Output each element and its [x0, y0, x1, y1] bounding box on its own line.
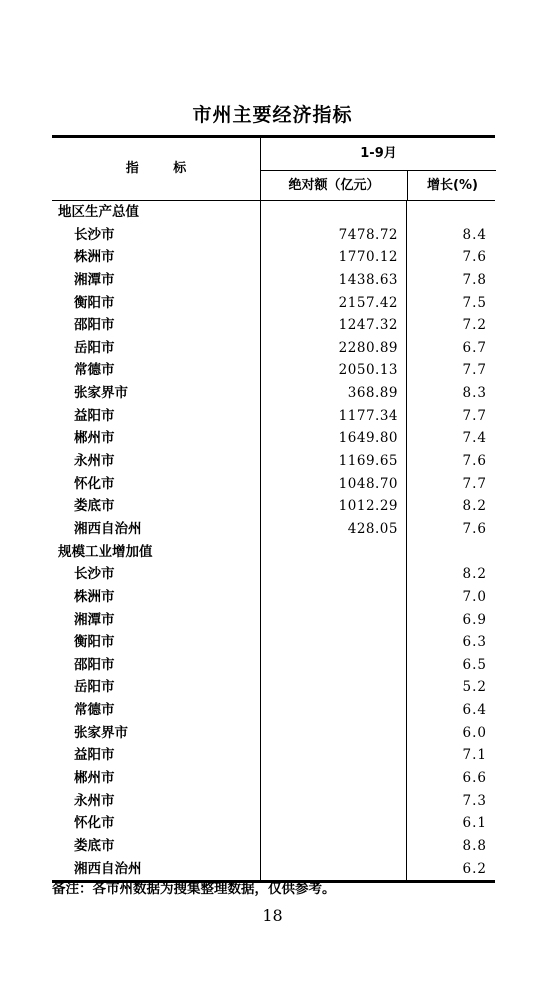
table-row: [52, 699, 495, 722]
subheader-row: [261, 171, 496, 200]
city-name: 邵阳市: [74, 317, 115, 334]
absolute-column-header: 绝对额（亿元）: [288, 178, 380, 193]
growth-value: 8.8: [406, 835, 495, 858]
footnote: 备注：各市州数据为搜集整理数据，仅供参考。: [52, 881, 336, 897]
city-name: 娄底市: [74, 837, 115, 854]
period-header-group: [260, 138, 496, 200]
table-row: [52, 450, 495, 473]
absolute-value: 1048.70: [260, 473, 406, 496]
city-name: 湘西自治州: [74, 520, 142, 537]
table-body: [52, 201, 495, 880]
absolute-value: [260, 654, 406, 677]
table-row: [52, 495, 495, 518]
absolute-value: [260, 586, 406, 609]
empty-cell: [406, 541, 495, 564]
absolute-value: [260, 767, 406, 790]
table-row: [52, 563, 495, 586]
growth-value: 7.6: [406, 450, 495, 473]
absolute-value: [260, 676, 406, 699]
table-row: [52, 337, 495, 360]
table-row: [52, 382, 495, 405]
growth-value: 5.2: [406, 676, 495, 699]
absolute-value: 2157.42: [260, 292, 406, 315]
absolute-value: [260, 835, 406, 858]
table-row: [52, 269, 495, 292]
growth-value: 6.5: [406, 654, 495, 677]
city-name: 怀化市: [74, 815, 115, 832]
growth-value: 8.2: [406, 495, 495, 518]
absolute-value: 368.89: [260, 382, 406, 405]
table-row: [52, 427, 495, 450]
city-name: 永州市: [74, 792, 115, 809]
section-row: [52, 201, 495, 224]
growth-value: 7.4: [406, 427, 495, 450]
absolute-value: 1770.12: [260, 246, 406, 269]
section-label: 地区生产总值: [58, 204, 139, 220]
city-name: 湘潭市: [74, 611, 115, 628]
growth-value: 7.7: [406, 473, 495, 496]
table-row: [52, 224, 495, 247]
city-name: 长沙市: [74, 566, 115, 583]
absolute-value: [260, 631, 406, 654]
table-row: [52, 473, 495, 496]
table-row: [52, 359, 495, 382]
city-name: 岳阳市: [74, 679, 115, 696]
table-row: [52, 812, 495, 835]
city-name: 张家界市: [74, 385, 128, 402]
empty-cell: [260, 201, 406, 224]
absolute-value: 1012.29: [260, 495, 406, 518]
city-name: 湘潭市: [74, 271, 115, 288]
section-row: [52, 541, 495, 564]
city-name: 岳阳市: [74, 339, 115, 356]
table-row: [52, 518, 495, 541]
table-row: [52, 767, 495, 790]
section-label: 规模工业增加值: [58, 543, 153, 560]
growth-value: 8.4: [406, 224, 495, 247]
table-row: [52, 292, 495, 315]
growth-value: 7.6: [406, 518, 495, 541]
table-row: [52, 790, 495, 813]
table-title: 市州主要经济指标: [192, 104, 353, 126]
absolute-value: [260, 699, 406, 722]
growth-value: 6.3: [406, 631, 495, 654]
growth-value: 6.2: [406, 858, 495, 881]
growth-value: 6.1: [406, 812, 495, 835]
city-name: 湘西自治州: [74, 860, 142, 877]
city-name: 郴州市: [74, 770, 115, 787]
table-row: [52, 654, 495, 677]
growth-value: 6.7: [406, 337, 495, 360]
growth-value: 8.3: [406, 382, 495, 405]
growth-value: 6.6: [406, 767, 495, 790]
city-name: 邵阳市: [74, 656, 115, 673]
table-row: [52, 246, 495, 269]
growth-value: 7.3: [406, 790, 495, 813]
city-name: 株洲市: [74, 588, 115, 605]
growth-value: 8.2: [406, 563, 495, 586]
city-name: 怀化市: [74, 475, 115, 492]
absolute-value: [260, 744, 406, 767]
city-name: 衡阳市: [74, 294, 115, 311]
growth-value: 6.0: [406, 722, 495, 745]
growth-value: 6.4: [406, 699, 495, 722]
table-row: [52, 631, 495, 654]
growth-value: 7.0: [406, 586, 495, 609]
city-name: 张家界市: [74, 724, 128, 741]
table-row: [52, 676, 495, 699]
city-name: 永州市: [74, 453, 115, 470]
absolute-value: [260, 812, 406, 835]
growth-column-header: 增长(%): [407, 171, 497, 200]
table-row: [52, 835, 495, 858]
table-row: [52, 609, 495, 632]
indicator-column-header: 指 标: [125, 161, 187, 176]
table-row: [52, 314, 495, 337]
table-row: [52, 722, 495, 745]
absolute-value: 7478.72: [260, 224, 406, 247]
city-name: 益阳市: [74, 747, 115, 764]
absolute-value: 2280.89: [260, 337, 406, 360]
growth-value: 7.2: [406, 314, 495, 337]
city-name: 株洲市: [74, 249, 115, 266]
absolute-value: 428.05: [260, 518, 406, 541]
absolute-value: [260, 609, 406, 632]
absolute-value: [260, 722, 406, 745]
city-name: 娄底市: [74, 498, 115, 515]
table-row: [52, 744, 495, 767]
table-row: [52, 405, 495, 428]
growth-value: 7.1: [406, 744, 495, 767]
growth-value: 7.8: [406, 269, 495, 292]
page-number: 18: [262, 906, 283, 925]
absolute-value: 1649.80: [260, 427, 406, 450]
growth-value: 7.7: [406, 405, 495, 428]
table-header: [52, 138, 495, 201]
absolute-value: 1247.32: [260, 314, 406, 337]
absolute-value: 2050.13: [260, 359, 406, 382]
city-name: 长沙市: [74, 226, 115, 243]
table-row: [52, 586, 495, 609]
empty-cell: [260, 541, 406, 564]
absolute-value: [260, 790, 406, 813]
growth-value: 6.9: [406, 609, 495, 632]
absolute-value: [260, 563, 406, 586]
city-name: 衡阳市: [74, 634, 115, 651]
growth-value: 7.6: [406, 246, 495, 269]
growth-value: 7.7: [406, 359, 495, 382]
city-name: 常德市: [74, 362, 115, 379]
growth-value: 7.5: [406, 292, 495, 315]
period-header: 1-9月: [261, 138, 496, 171]
empty-cell: [406, 201, 495, 224]
city-name: 常德市: [74, 702, 115, 719]
absolute-value: 1177.34: [260, 405, 406, 428]
absolute-value: 1438.63: [260, 269, 406, 292]
city-name: 益阳市: [74, 407, 115, 424]
city-name: 郴州市: [74, 430, 115, 447]
indicators-table: [52, 135, 495, 883]
absolute-value: 1169.65: [260, 450, 406, 473]
